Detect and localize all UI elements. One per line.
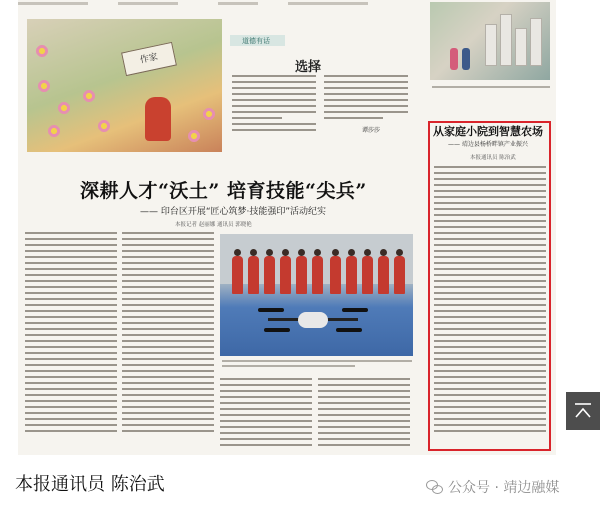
section-byline: 谭莎莎 bbox=[362, 127, 381, 134]
section-title: 选择 bbox=[295, 60, 322, 75]
sidebar-article-byline: 本报通讯员 陈治武 bbox=[470, 155, 516, 161]
scroll-to-top-button[interactable] bbox=[566, 392, 600, 430]
sidebar-article-title: 从家庭小院到智慧农场 bbox=[433, 125, 543, 138]
text-column bbox=[324, 75, 408, 123]
author-credit: 本报通讯员 陈治武 bbox=[15, 474, 165, 495]
text-column bbox=[25, 232, 117, 436]
drone bbox=[258, 304, 368, 334]
model-viewing-photo bbox=[430, 2, 550, 80]
text-column bbox=[220, 378, 312, 450]
drone-training-photo bbox=[220, 234, 413, 356]
wechat-icon bbox=[426, 480, 444, 494]
column-tag-label: 道德有话 bbox=[242, 37, 270, 45]
illustration-sign: 作家 bbox=[121, 42, 177, 76]
article-authors: 本报记者 赵丽娜 通讯员 郭晓艳 bbox=[175, 222, 252, 228]
sidebar-article-text bbox=[434, 166, 546, 436]
text-column bbox=[122, 232, 214, 436]
watermark-text: 公众号 · 靖边融媒 bbox=[448, 480, 560, 496]
top-text-strip bbox=[18, 0, 418, 8]
headline: 深耕人才“沃土” 培育技能“尖兵” bbox=[80, 180, 367, 202]
illustration-figure bbox=[145, 97, 171, 141]
text-column bbox=[232, 75, 316, 135]
watermark bbox=[426, 477, 559, 497]
photo-caption bbox=[222, 360, 412, 370]
chevron-up-icon bbox=[573, 401, 593, 421]
sidebar-article-subtitle: —— 靖边县杨桥畔镇产业振兴 bbox=[448, 141, 528, 148]
photo-caption bbox=[432, 86, 550, 92]
illustration-image bbox=[27, 19, 222, 152]
column-tag bbox=[230, 35, 285, 46]
text-column bbox=[318, 378, 410, 450]
subheadline: —— 印台区开展“匠心筑梦·技能强印”活动纪实 bbox=[140, 207, 327, 217]
